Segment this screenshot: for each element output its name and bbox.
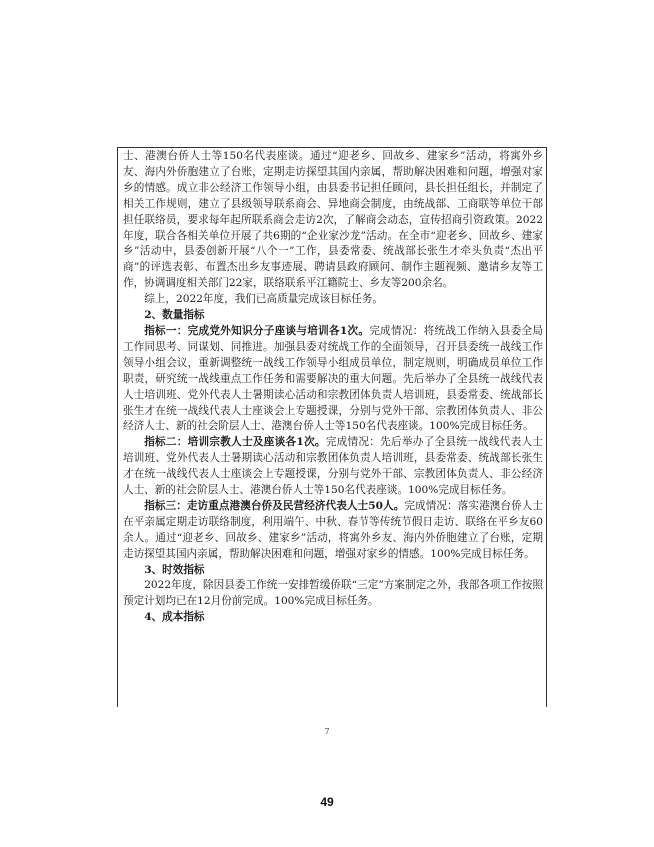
paragraph-summary: 综上，2022年度，我们已高质量完成该目标任务。: [144, 293, 384, 306]
indicator-three-text: 完成情况：落实港澳台侨人士在平亲属定期走访联络制度，利用端午、中秋、春节等传统节假日走访、联络在平乡友60余人。通过“迎老乡、回故乡、建家乡”活动，将寓外乡友、海内外侨胞建立了台账，定期走访探望其国内亲属，帮助解决困难和问题，增强对家乡的情感。100%完成目标任务。: [123, 499, 544, 560]
outer-page-number: 49: [320, 795, 334, 809]
indicator-two: [123, 435, 543, 499]
indicator-one-text: 完成情况：将统战工作纳入县委全局工作同思考、同谋划、同推进。加强县委对统战工作的全面领导，召开县委统一战线工作领导小组会议，重新调整统一战线工作领导小组成员单位，制定规则，明确成员单位工作职责，研究统一战线重点工作任务和需要解决的重大问题。先后举办了全县统一战线代表人士培训班、党外代表人士暑期读心活动和宗教团体负责人培训班，县委常委、统战部长张生才在统一战线代表人士座谈会上专题授课，分别与党外干部、宗教团体负责人、非公经济人士、新的社会阶层人士、港澳台侨人士等150名代表座谈。100%完成目标任务。: [123, 324, 544, 433]
heading-quantity: 2、数量指标: [144, 309, 205, 322]
indicator-three-label: 指标三：走访重点港澳台侨及民营经济代表人士50人。: [144, 499, 405, 512]
indicator-one-label: 指标一：完成党外知识分子座谈与培训各1次。: [144, 324, 370, 337]
heading-time: 3、时效指标: [144, 563, 205, 576]
indicator-one: [123, 324, 543, 435]
paragraph-continuation: 士、港澳台侨人士等150名代表座谈。通过“迎老乡、回故乡、建家乡”活动，将寓外乡友、海内外侨胞建立了台账，定期走访探望其国内亲属，帮助解决困难和问题，增强对家乡的情感。成立非公经济工作领导小组，由县委书记担任顾问，县长担任组长，并制定了相关工作规则，建立了县级领导联系商会、异地商会制度，由统战部、工商联等单位干部担任联络员，要求每年起所联系商会走访2次，了解商会动态，宣传招商引资政策。2022年度，联合各相关单位开展了共6期的“企业家沙龙”活动。在全市“迎老乡、回故乡、建家乡”活动中，县委创新开展“八个一”工作，县委常委、统战部长张生才牵头负责“杰出平商”的评选表彰、布置杰出乡友事迹展、聘请县政府顾问、制作主题视频、邀请乡友等工作，协调调度相关部门22家，联络联系平江籍院士、乡友等200余名。: [123, 150, 543, 290]
paragraph-time: 2022年度，除因县委工作统一安排暂缓侨联“三定”方案制定之外，我部各项工作按照预定计划均已在12月份前完成。100%完成目标任务。: [123, 579, 543, 608]
inner-page-number: 7: [324, 727, 330, 736]
indicator-two-label: 指标二：培训宗教人士及座谈各1次。: [144, 436, 326, 449]
indicator-three: [123, 499, 543, 563]
document-body: [123, 149, 543, 626]
indicator-two-text: 完成情况：先后举办了全县统一战线代表人士培训班、党外代表人士暑期读心活动和宗教团体负责人培训班，县委常委、统战部长张生才在统一战线代表人士座谈会上专题授课，分别与党外干部、宗教团体负责人、非公经济人士、新的社会阶层人士、港澳台侨人士等150名代表座谈。100%完成目标任务。: [123, 436, 543, 497]
heading-cost: 4、成本指标: [144, 611, 205, 624]
